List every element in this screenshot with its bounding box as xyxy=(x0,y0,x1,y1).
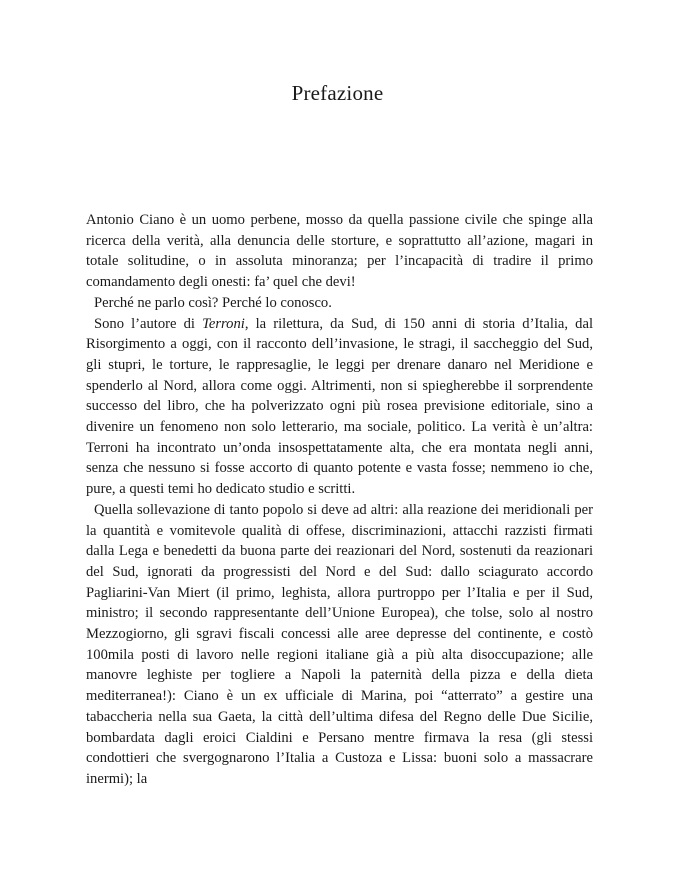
paragraph-2: Perché ne parlo così? Perché lo conosco. xyxy=(94,294,332,311)
paragraph-3-lead: Sono l’autore di xyxy=(94,315,203,332)
page-title: Prefazione xyxy=(291,81,384,105)
paragraph-3-rest: , la rilettura, da Sud, di 150 anni di storia d’Italia, dal Risorgimento a oggi, con il racconto dell’invasione, le stragi, il saccheggio del Sud, gli stupri, le torture, le rappresaglie, le leggi per drenare danaro nel Meridione e spenderlo al Nord, allora come oggi. Altrimenti, non si spiegherebbe il sorprendente successo del libro, che ha polverizzato ogni più rosea previsione editoriale, sino a divenire un fenomeno non solo letterario, ma sociale, politico. La verità è un’altra: Terroni ha incontrato un’onda insospettatamente alta, che era montata negli anni, senza che nessuno si fosse accorto di quanto potente e vasta fosse; nemmeno io che, pure, a questi temi ho dedicato studio e scritti. xyxy=(86,315,593,498)
paragraph-1: Antonio Ciano è un uomo perbene, mosso da quella passione civile che spinge alla ricerca della verità, alla denuncia delle storture, e soprattutto all’azione, magari in totale solitudine, o in assoluta minoranza; per l’incapacità di tradire il primo comandamento degli onesti: fa’ quel che devi! xyxy=(86,212,593,291)
book-title-terroni: Terroni xyxy=(202,315,245,332)
paragraph-3 xyxy=(86,314,593,500)
paragraph-4: Quella sollevazione di tanto popolo si deve ad altri: alla reazione dei meridionali per la quantità e vomitevole qualità di offese, discriminazioni, attacchi razzisti firmati dalla Lega e benedetti da buona parte dei reazionari del Nord, sostenuti da reazionari del Sud, ignorati da progressisti del Nord e del Sud: dallo sciagurato accordo Pagliarini-Van Miert (il primo, leghista, allora purtroppo per l’Italia e per il Sud, ministro; il secondo rappresentante dell’Unione Europea), che tolse, solo al nostro Mezzogiorno, gli sgravi fiscali concessi alle aree depresse del continente, e costò 100mila posti di lavoro nelle regioni italiane già a più alta disoccupazione; alle manovre leghiste per togliere a Napoli la paternità della pizza e della dieta mediterranea!): Ciano è un ex ufficiale di Marina, poi “atterrato” a gestire una tabaccheria nella sua Gaeta, la città dell’ultima difesa del Regno delle Due Sicilie, bombardata dagli eroici Cialdini e Persano mentre firmava la resa (gli stessi condottieri che svergognarono l’Italia a Custoza e Lissa: buoni solo a massacrare inermi); la xyxy=(86,501,593,787)
body-text xyxy=(86,210,593,790)
